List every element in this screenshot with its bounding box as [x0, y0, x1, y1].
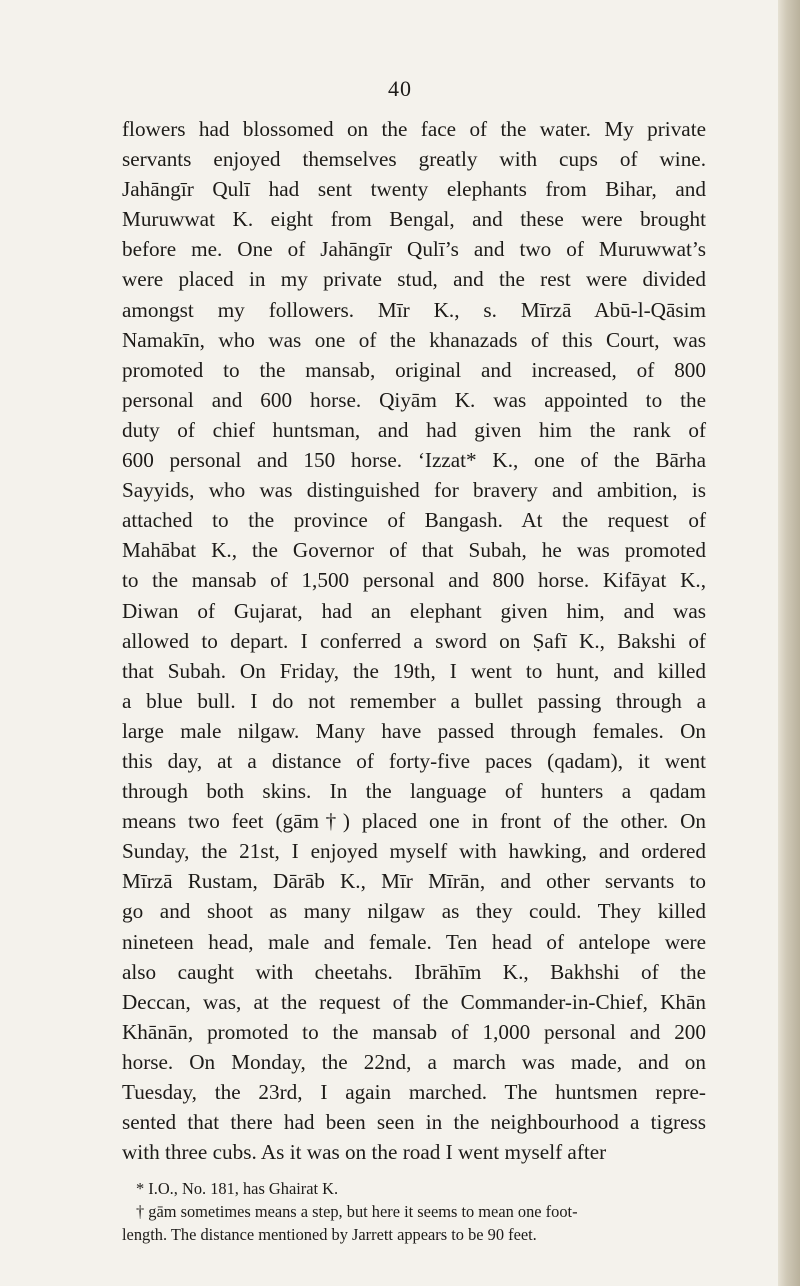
text-line: with three cubs. As it was on the road I went myself after	[122, 1140, 607, 1165]
text-line: also caught with cheetahs. Ibrāhīm K., Bakhshi of the	[122, 959, 706, 984]
text-line: Namakīn, who was one of the khanazads of this Court, was	[122, 327, 706, 352]
text-line: to the mansab of 1,500 personal and 800 horse. Kifāyat K.,	[122, 568, 706, 593]
text-line: Deccan, was, at the request of the Commander-in-Chief, Khān	[122, 989, 706, 1014]
text-line: sented that there had been seen in the neighbourhood a tigress	[122, 1110, 706, 1135]
footnote-line: * I.O., No. 181, has Ghairat K.	[136, 1179, 339, 1198]
text-line: flowers had blossomed on the face of the water. My private	[122, 117, 706, 141]
page-edge-shadow	[778, 0, 800, 1286]
text-line: Mahābat K., the Governor of that Subah, he was promoted	[122, 538, 706, 563]
text-line: Diwan of Gujarat, had an elephant given him, and was	[122, 598, 706, 623]
text-line: that Subah. On Friday, the 19th, I went to hunt, and killed	[122, 658, 706, 683]
text-line: personal and 600 horse. Qiyām K. was appointed to the	[122, 387, 706, 412]
text-line: attached to the province of Bangash. At the request of	[122, 508, 706, 533]
text-line: amongst my followers. Mīr K., s. Mīrzā Abū-l-Qāsim	[122, 297, 706, 322]
text-line: Sunday, the 21st, I enjoyed myself with hawking, and ordered	[122, 839, 706, 864]
text-line: 600 personal and 150 horse. ‘Izzat* K., one of the Bārha	[122, 448, 706, 473]
footnotes	[122, 1177, 706, 1246]
text-line: go and shoot as many nilgaw as they could. They killed	[122, 899, 706, 924]
footnote-line: † gām sometimes means a step, but here it seems to mean one foot-	[136, 1202, 578, 1221]
text-line: nineteen head, male and female. Ten head of antelope were	[122, 929, 706, 954]
page-number: 40	[388, 76, 412, 101]
text-line: promoted to the mansab, original and increased, of 800	[122, 357, 706, 382]
text-line: Muruwwat K. eight from Bengal, and these were brought	[122, 207, 706, 232]
footnote-line: length. The distance mentioned by Jarrett appears to be 90 feet.	[122, 1225, 537, 1244]
text-line: this day, at a distance of forty-five paces (qadam), it went	[122, 748, 706, 773]
text-line: through both skins. In the language of hunters a qadam	[122, 779, 706, 804]
text-line: a blue bull. I do not remember a bullet passing through a	[122, 688, 706, 713]
text-line: Tuesday, the 23rd, I again marched. The huntsmen repre-	[122, 1080, 706, 1104]
text-line: Mīrzā Rustam, Dārāb K., Mīr Mīrān, and other servants to	[122, 869, 706, 894]
text-line: large male nilgaw. Many have passed through females. On	[122, 718, 706, 743]
text-line: allowed to depart. I conferred a sword on Ṣafī K., Bakshi of	[122, 628, 706, 653]
text-line: servants enjoyed themselves greatly with cups of wine.	[122, 147, 706, 172]
text-line: means two feet (gām†) placed one in front of the other. On	[122, 809, 706, 834]
text-line: Khānān, promoted to the mansab of 1,000 personal and 200	[122, 1019, 706, 1044]
text-line: were placed in my private stud, and the rest were divided	[122, 267, 706, 292]
text-line: Sayyids, who was distinguished for bravery and ambition, is	[122, 478, 706, 503]
text-line: duty of chief huntsman, and had given him the rank of	[122, 417, 706, 442]
body-text	[122, 114, 706, 1167]
text-line: before me. One of Jahāngīr Qulī’s and two of Muruwwat’s	[122, 237, 706, 262]
text-line: Jahāngīr Qulī had sent twenty elephants from Bihar, and	[122, 177, 706, 202]
text-line: horse. On Monday, the 22nd, a march was made, and on	[122, 1049, 706, 1074]
